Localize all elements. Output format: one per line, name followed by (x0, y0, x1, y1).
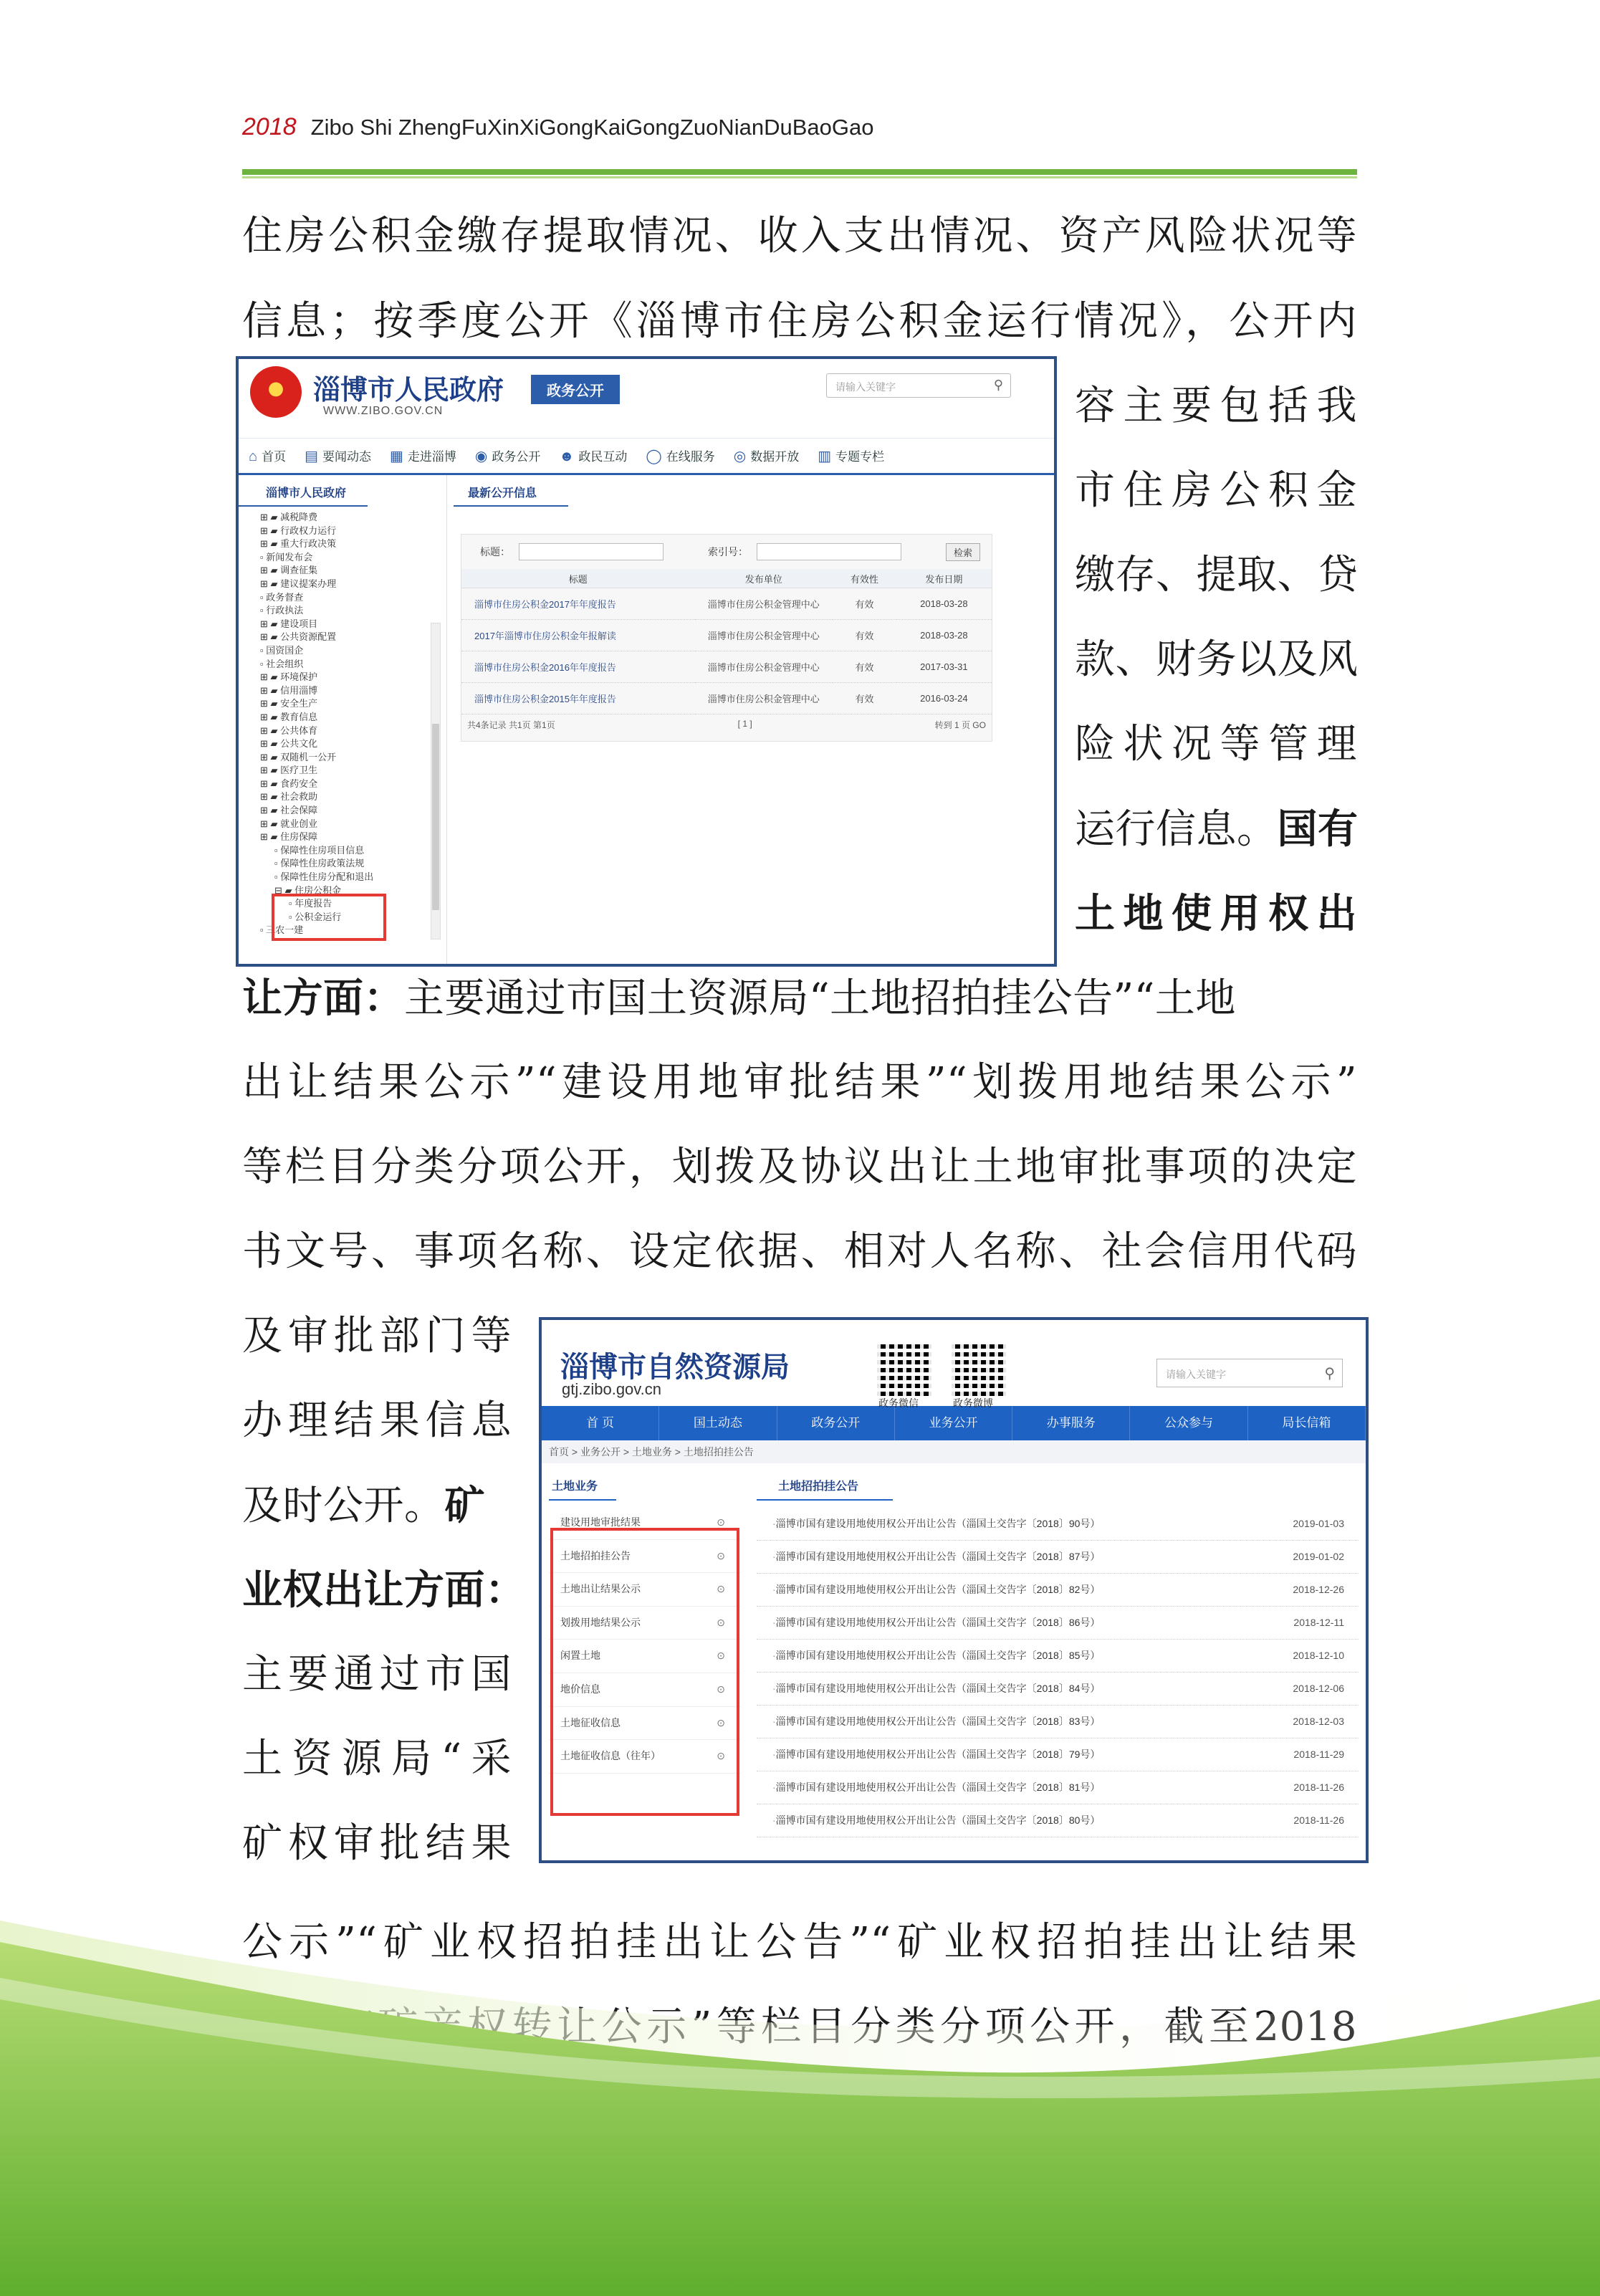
tree-item[interactable]: ⊞ ▰ 社会保障 (260, 805, 318, 816)
s1-sidebar-heading: 淄博市人民政府 (239, 475, 368, 507)
bullet-icon: · (772, 1683, 776, 1694)
s1-category-tree (239, 507, 446, 937)
tree-item[interactable]: ▫ 年度报告 (289, 898, 332, 909)
s2-search-placeholder: 请输入关键字 (1166, 1369, 1226, 1380)
s1-nav-label: 政民互动 (578, 450, 628, 464)
header-subtitle: Zibo Shi ZhengFuXinXiGongKaiGongZuoNianDuBaoGao (310, 115, 874, 140)
list-item-date: 2018-12-10 (1293, 1650, 1344, 1661)
s1-nav-about[interactable] (390, 446, 456, 465)
s1-search-placeholder: 请输入关键字 (835, 381, 896, 393)
tree-item[interactable]: ⊞ ▰ 行政权力运行 (260, 525, 337, 536)
body-line-3b: 主要通过市国土资源局“土地招拍挂公告”“土地 (404, 975, 1236, 1022)
body-left-4: 业权出让方面： (242, 1566, 526, 1614)
s1-search-button[interactable]: 检索 (946, 543, 980, 561)
list-item[interactable] (757, 1738, 1359, 1771)
body-right-3: 缴存、提取、贷 (1075, 552, 1359, 598)
s1-main (454, 475, 1054, 964)
col-title: 标题 (461, 569, 695, 588)
tree-item[interactable]: ⊟ ▰ 住房公积金 (274, 884, 342, 896)
bullet-icon: · (772, 1584, 776, 1595)
row-unit: 淄博市住房公积金管理中心 (695, 683, 833, 714)
body-right-6a: 运行信息。 (1075, 806, 1278, 853)
body-left-3 (242, 1481, 512, 1531)
row-unit: 淄博市住房公积金管理中心 (695, 588, 833, 620)
tree-item[interactable]: ▫ 社会组织 (260, 658, 304, 669)
s1-site-title: 淄博市人民政府 (313, 376, 504, 406)
list-item-date: 2019-01-03 (1293, 1518, 1344, 1529)
tree-item[interactable]: ⊞ ▰ 医疗卫生 (260, 765, 318, 776)
row-unit: 淄博市住房公积金管理中心 (695, 620, 833, 651)
s1-highlight-box (272, 894, 386, 941)
s1-nav-service[interactable] (646, 446, 714, 465)
s1-pager-pages[interactable]: [ 1 ] (737, 719, 752, 729)
s2-nav-mailbox[interactable]: 局长信箱 (1248, 1406, 1366, 1440)
s1-header (239, 359, 1054, 439)
row-date: 2017-03-31 (896, 651, 992, 683)
s2-nav-public[interactable]: 公众参与 (1130, 1406, 1247, 1440)
s1-nav-label: 专题专栏 (835, 450, 885, 464)
s1-nav-interact[interactable] (559, 446, 627, 465)
row-valid: 有效 (833, 651, 896, 683)
chevron-right-icon: ⊙ (717, 1616, 725, 1628)
sidebar-item-label: 划拨用地结果公示 (560, 1616, 641, 1628)
s1-index-input[interactable] (757, 543, 901, 560)
s1-nav-data[interactable] (734, 446, 799, 465)
tree-item[interactable]: ▫ 政务督查 (260, 591, 304, 603)
sidebar-item-label: 建设用地审批结果 (560, 1516, 641, 1528)
body-left-6: 土资源局“采 (242, 1736, 512, 1782)
body-right-2: 市住房公积金 (1075, 467, 1357, 514)
s1-title-input[interactable] (519, 543, 664, 560)
person-icon: ☻ (559, 449, 575, 464)
body-line-6: 书文号、事项名称、设定依据、相对人名称、社会信用代码 (242, 1228, 1357, 1275)
screenshot-natural-resources-bureau (539, 1317, 1369, 1863)
home-icon: ⌂ (249, 449, 258, 464)
s1-sidebar (239, 475, 447, 964)
tree-item[interactable]: ⊞ ▰ 教育信息 (260, 711, 318, 722)
tree-item[interactable]: ▫ 国资国企 (260, 644, 304, 656)
news-icon: ▤ (305, 449, 318, 464)
bullet-icon: · (772, 1716, 776, 1727)
row-title[interactable]: 淄博市住房公积金2015年年度报告 (461, 683, 695, 714)
sidebar-item-label: 地价信息 (560, 1683, 600, 1695)
sidebar-item-label: 土地出让结果公示 (560, 1583, 641, 1595)
tree-item[interactable]: ▫ 三农一建 (260, 924, 304, 936)
s1-nav-news[interactable] (305, 446, 371, 465)
s1-pager-info: 共4条记录 共1页 第1页 (467, 720, 555, 730)
eye-icon: ◉ (474, 449, 488, 464)
s1-nav-topics[interactable] (818, 446, 884, 465)
chevron-right-icon: ⊙ (717, 1750, 725, 1762)
list-item-date: 2018-12-03 (1293, 1716, 1344, 1727)
s1-results-table (461, 569, 992, 714)
s1-tree-scrollbar[interactable] (431, 623, 441, 939)
s1-nav-bar (239, 439, 1054, 475)
list-item-date: 2018-11-26 (1293, 1781, 1344, 1793)
body-left-2: 办理结果信息 (242, 1397, 512, 1444)
col-date: 发布日期 (896, 569, 992, 588)
body-line-3a: 让方面： (242, 975, 404, 1022)
chevron-right-icon: ⊙ (717, 1549, 725, 1561)
search-icon[interactable]: ⚲ (1324, 1366, 1335, 1382)
list-item-date: 2018-11-29 (1293, 1749, 1344, 1760)
s2-qr-weibo-label: 政务微博 (953, 1397, 993, 1409)
tree-item[interactable]: ⊞ ▰ 建设项目 (260, 618, 318, 629)
s1-scroll-thumb[interactable] (432, 724, 439, 910)
bullet-icon: · (772, 1518, 776, 1529)
s2-notice-list (757, 1508, 1359, 1837)
sidebar-item-label: 土地招拍挂公告 (560, 1549, 631, 1561)
body-right-7: 土地使用权出 (1075, 890, 1357, 937)
tree-item[interactable]: ⊞ ▰ 就业创业 (260, 818, 318, 829)
s1-results-panel (461, 534, 992, 742)
s1-table-header (461, 569, 992, 588)
table-row[interactable] (461, 683, 992, 714)
table-row[interactable] (461, 588, 992, 620)
s1-nav-label: 数据开放 (750, 450, 800, 464)
list-item-title: 淄博市国有建设用地使用权公开出让公告（淄国土交告字〔2018〕79号） (775, 1749, 1101, 1760)
header-rule-light (242, 176, 1357, 178)
tree-item[interactable]: ⊞ ▰ 公共文化 (260, 738, 318, 750)
qr-code-icon (952, 1341, 1006, 1396)
s2-nav-service[interactable]: 办事服务 (1012, 1406, 1130, 1440)
list-item-date: 2018-11-26 (1293, 1814, 1344, 1826)
body-line-4: 出让结果公示”“建设用地审批结果”“划拨用地结果公示” (242, 1059, 1357, 1106)
body-right-6b: 国有 (1277, 805, 1359, 853)
s2-site-url: gtj.zibo.gov.cn (562, 1380, 662, 1398)
tree-item[interactable]: ⊞ ▰ 双随机一公开 (260, 751, 337, 762)
tree-item[interactable]: ⊞ ▰ 信用淄博 (260, 684, 318, 696)
map-icon: ▦ (390, 449, 403, 464)
chevron-right-icon: ⊙ (717, 1583, 725, 1595)
row-date: 2018-03-28 (896, 620, 992, 651)
sidebar-item-label: 闲置土地 (560, 1650, 600, 1662)
body-line-3 (242, 973, 1236, 1024)
list-item-date: 2018-12-11 (1293, 1617, 1344, 1628)
list-item[interactable] (757, 1508, 1359, 1541)
s2-main-heading: 土地招拍挂公告 (757, 1475, 893, 1501)
s2-nav-bar (542, 1406, 1366, 1440)
s2-header (542, 1320, 1366, 1409)
tree-item[interactable]: ▫ 公积金运行 (289, 911, 342, 922)
s1-nav-label: 走进淄博 (407, 450, 456, 464)
topic-icon: ▥ (818, 449, 832, 464)
sidebar-item-label: 土地征收信息（往年） (560, 1750, 661, 1762)
tree-item[interactable]: ⊞ ▰ 公共资源配置 (260, 631, 337, 643)
s2-nav-open[interactable]: 政务公开 (777, 1406, 895, 1440)
row-title[interactable]: 淄博市住房公积金2017年年度报告 (461, 588, 695, 620)
header-year: 2018 (242, 113, 297, 140)
body-left-3a: 及时公开。 (242, 1483, 445, 1529)
tree-item[interactable]: ▫ 保障性住房项目信息 (274, 844, 365, 856)
s1-main-heading: 最新公开信息 (454, 475, 568, 507)
list-item[interactable] (757, 1574, 1359, 1607)
s2-nav-business[interactable]: 业务公开 (895, 1406, 1012, 1440)
list-item-title: 淄博市国有建设用地使用权公开出让公告（淄国土交告字〔2018〕85号） (775, 1650, 1101, 1661)
body-right-5: 险状况等管理 (1075, 721, 1357, 767)
national-emblem-icon (250, 366, 302, 418)
running-header (242, 113, 873, 142)
col-valid: 有效性 (833, 569, 896, 588)
tree-item[interactable]: ⊞ ▰ 食药安全 (260, 778, 318, 789)
list-item-title: 淄博市国有建设用地使用权公开出让公告（淄国土交告字〔2018〕84号） (775, 1683, 1101, 1694)
row-unit: 淄博市住房公积金管理中心 (695, 651, 833, 683)
tree-item[interactable]: ⊞ ▰ 住房保障 (260, 831, 318, 843)
row-title[interactable]: 淄博市住房公积金2016年年度报告 (461, 651, 695, 683)
s1-filter-index-label: 索引号： (708, 546, 748, 558)
tree-item[interactable]: ⊞ ▰ 环境保护 (260, 671, 318, 683)
list-item-date: 2018-12-26 (1293, 1584, 1344, 1595)
chevron-right-icon: ⊙ (717, 1716, 725, 1728)
list-item[interactable] (757, 1673, 1359, 1706)
tree-item[interactable]: ▫ 新闻发布会 (260, 551, 313, 563)
tree-item[interactable]: ▫ 保障性住房分配和退出 (274, 871, 374, 883)
s1-search-input[interactable] (826, 373, 1011, 398)
body-right-6 (1075, 804, 1357, 855)
list-item-date: 2018-12-06 (1293, 1683, 1344, 1694)
breadcrumb: 首页 > 业务公开 > 土地业务 > 土地招拍挂公告 (542, 1440, 1366, 1463)
list-item-date: 2019-01-02 (1293, 1551, 1344, 1562)
list-item-title: 淄博市国有建设用地使用权公开出让公告（淄国土交告字〔2018〕82号） (775, 1584, 1101, 1595)
table-row[interactable] (461, 651, 992, 683)
chevron-right-icon: ⊙ (717, 1650, 725, 1662)
s1-nav-home[interactable] (249, 446, 286, 465)
s1-filter-bar (461, 535, 992, 569)
s2-search-input[interactable] (1156, 1359, 1343, 1387)
s2-nav-home[interactable]: 首 页 (542, 1406, 659, 1440)
row-valid: 有效 (833, 620, 896, 651)
s1-nav-open[interactable] (475, 446, 540, 465)
list-item[interactable] (757, 1804, 1359, 1837)
bullet-icon: · (772, 1814, 776, 1826)
qr-code-icon (877, 1341, 931, 1396)
body-line-5: 等栏目分类分项公开，划拨及协议出让土地审批事项的决定 (242, 1144, 1357, 1190)
s2-site-title: 淄博市自然资源局 (560, 1352, 790, 1383)
body-right-1: 容主要包括我 (1075, 383, 1357, 429)
body-line-1: 住房公积金缴存提取情况、收入支出情况、资产风险状况等 (242, 213, 1357, 259)
body-line-7: 公示”“矿业权招拍挂出让公告”“矿业权招拍挂出让结果 (242, 1919, 1357, 1966)
body-left-3b: 矿 (444, 1482, 485, 1529)
s1-nav-label: 首页 (262, 450, 287, 464)
bullet-icon: · (772, 1650, 776, 1661)
s2-main (757, 1475, 1359, 1837)
row-date: 2016-03-24 (896, 683, 992, 714)
chevron-right-icon: ⊙ (717, 1516, 725, 1528)
s1-pager (461, 714, 992, 735)
list-item-title: 淄博市国有建设用地使用权公开出让公告（淄国土交告字〔2018〕83号） (775, 1716, 1101, 1727)
list-item[interactable] (757, 1640, 1359, 1673)
table-row[interactable] (461, 620, 992, 651)
tree-item[interactable]: ⊞ ▰ 建议提案办理 (260, 578, 337, 589)
tree-item[interactable]: ⊞ ▰ 重大行政决策 (260, 538, 337, 550)
body-left-5: 主要通过市国 (242, 1651, 512, 1698)
row-title[interactable]: 2017年淄博市住房公积金年报解读 (461, 620, 695, 651)
bullet-icon: · (772, 1617, 776, 1628)
row-date: 2018-03-28 (896, 588, 992, 620)
header-rule (242, 169, 1357, 175)
list-item-title: 淄博市国有建设用地使用权公开出让公告（淄国土交告字〔2018〕86号） (775, 1617, 1101, 1628)
s1-nav-label: 要闻动态 (322, 450, 371, 464)
bullet-icon: · (772, 1749, 776, 1760)
chevron-right-icon: ⊙ (717, 1683, 725, 1695)
s2-qr-wechat-label: 政务微信 (878, 1397, 919, 1409)
sidebar-item-label: 土地征收信息 (560, 1716, 621, 1728)
s1-filter-title-label: 标题： (480, 546, 510, 558)
body-left-1: 及审批部门等 (242, 1313, 512, 1359)
list-item[interactable] (757, 1706, 1359, 1738)
s1-nav-label: 在线服务 (666, 450, 715, 464)
tree-item[interactable]: ▫ 行政执法 (260, 605, 304, 616)
s1-pager-goto[interactable]: 转到 1 页 GO (934, 720, 986, 730)
s1-section-badge: 政务公开 (531, 375, 620, 404)
list-item-title: 淄博市国有建设用地使用权公开出让公告（淄国土交告字〔2018〕80号） (775, 1814, 1101, 1826)
tree-item[interactable]: ▫ 保障性住房政策法规 (274, 858, 365, 869)
list-item[interactable] (757, 1771, 1359, 1804)
s2-sidebar-heading: 土地业务 (549, 1475, 616, 1501)
body-right-4: 款、财务以及风 (1075, 636, 1359, 683)
tree-item[interactable]: ⊞ ▰ 减税降费 (260, 512, 318, 522)
list-item[interactable] (757, 1607, 1359, 1640)
bullet-icon: · (772, 1781, 776, 1793)
tree-item[interactable]: ⊞ ▰ 安全生产 (260, 698, 318, 709)
s1-nav-label: 政务公开 (492, 450, 541, 464)
list-item[interactable] (757, 1541, 1359, 1574)
search-icon[interactable]: ⚲ (993, 378, 1003, 392)
s1-site-url: WWW.ZIBO.GOV.CN (323, 405, 444, 417)
list-item-title: 淄博市国有建设用地使用权公开出让公告（淄国土交告字〔2018〕90号） (775, 1518, 1101, 1529)
footer-wave-decoration (0, 1892, 1600, 2296)
bullet-icon: · (772, 1551, 776, 1562)
s2-nav-news[interactable]: 国土动态 (659, 1406, 777, 1440)
screenshot-zibo-government (236, 356, 1057, 967)
list-item-title: 淄博市国有建设用地使用权公开出让公告（淄国土交告字〔2018〕81号） (775, 1781, 1101, 1793)
tree-item[interactable]: ⊞ ▰ 公共体育 (260, 724, 318, 736)
row-valid: 有效 (833, 683, 896, 714)
data-icon: ◎ (733, 449, 747, 464)
s2-highlight-box (550, 1528, 739, 1816)
body-left-7: 矿权审批结果 (242, 1820, 512, 1867)
body-line-2: 信息；按季度公开《淄博市住房公积金运行情况》，公开内 (242, 298, 1357, 345)
list-item-title: 淄博市国有建设用地使用权公开出让公告（淄国土交告字〔2018〕87号） (775, 1551, 1101, 1562)
tree-item[interactable]: ⊞ ▰ 调查征集 (260, 565, 318, 576)
col-unit: 发布单位 (695, 569, 833, 588)
chat-icon: ◯ (646, 449, 662, 464)
row-valid: 有效 (833, 588, 896, 620)
tree-item[interactable]: ⊞ ▰ 社会救助 (260, 791, 318, 803)
